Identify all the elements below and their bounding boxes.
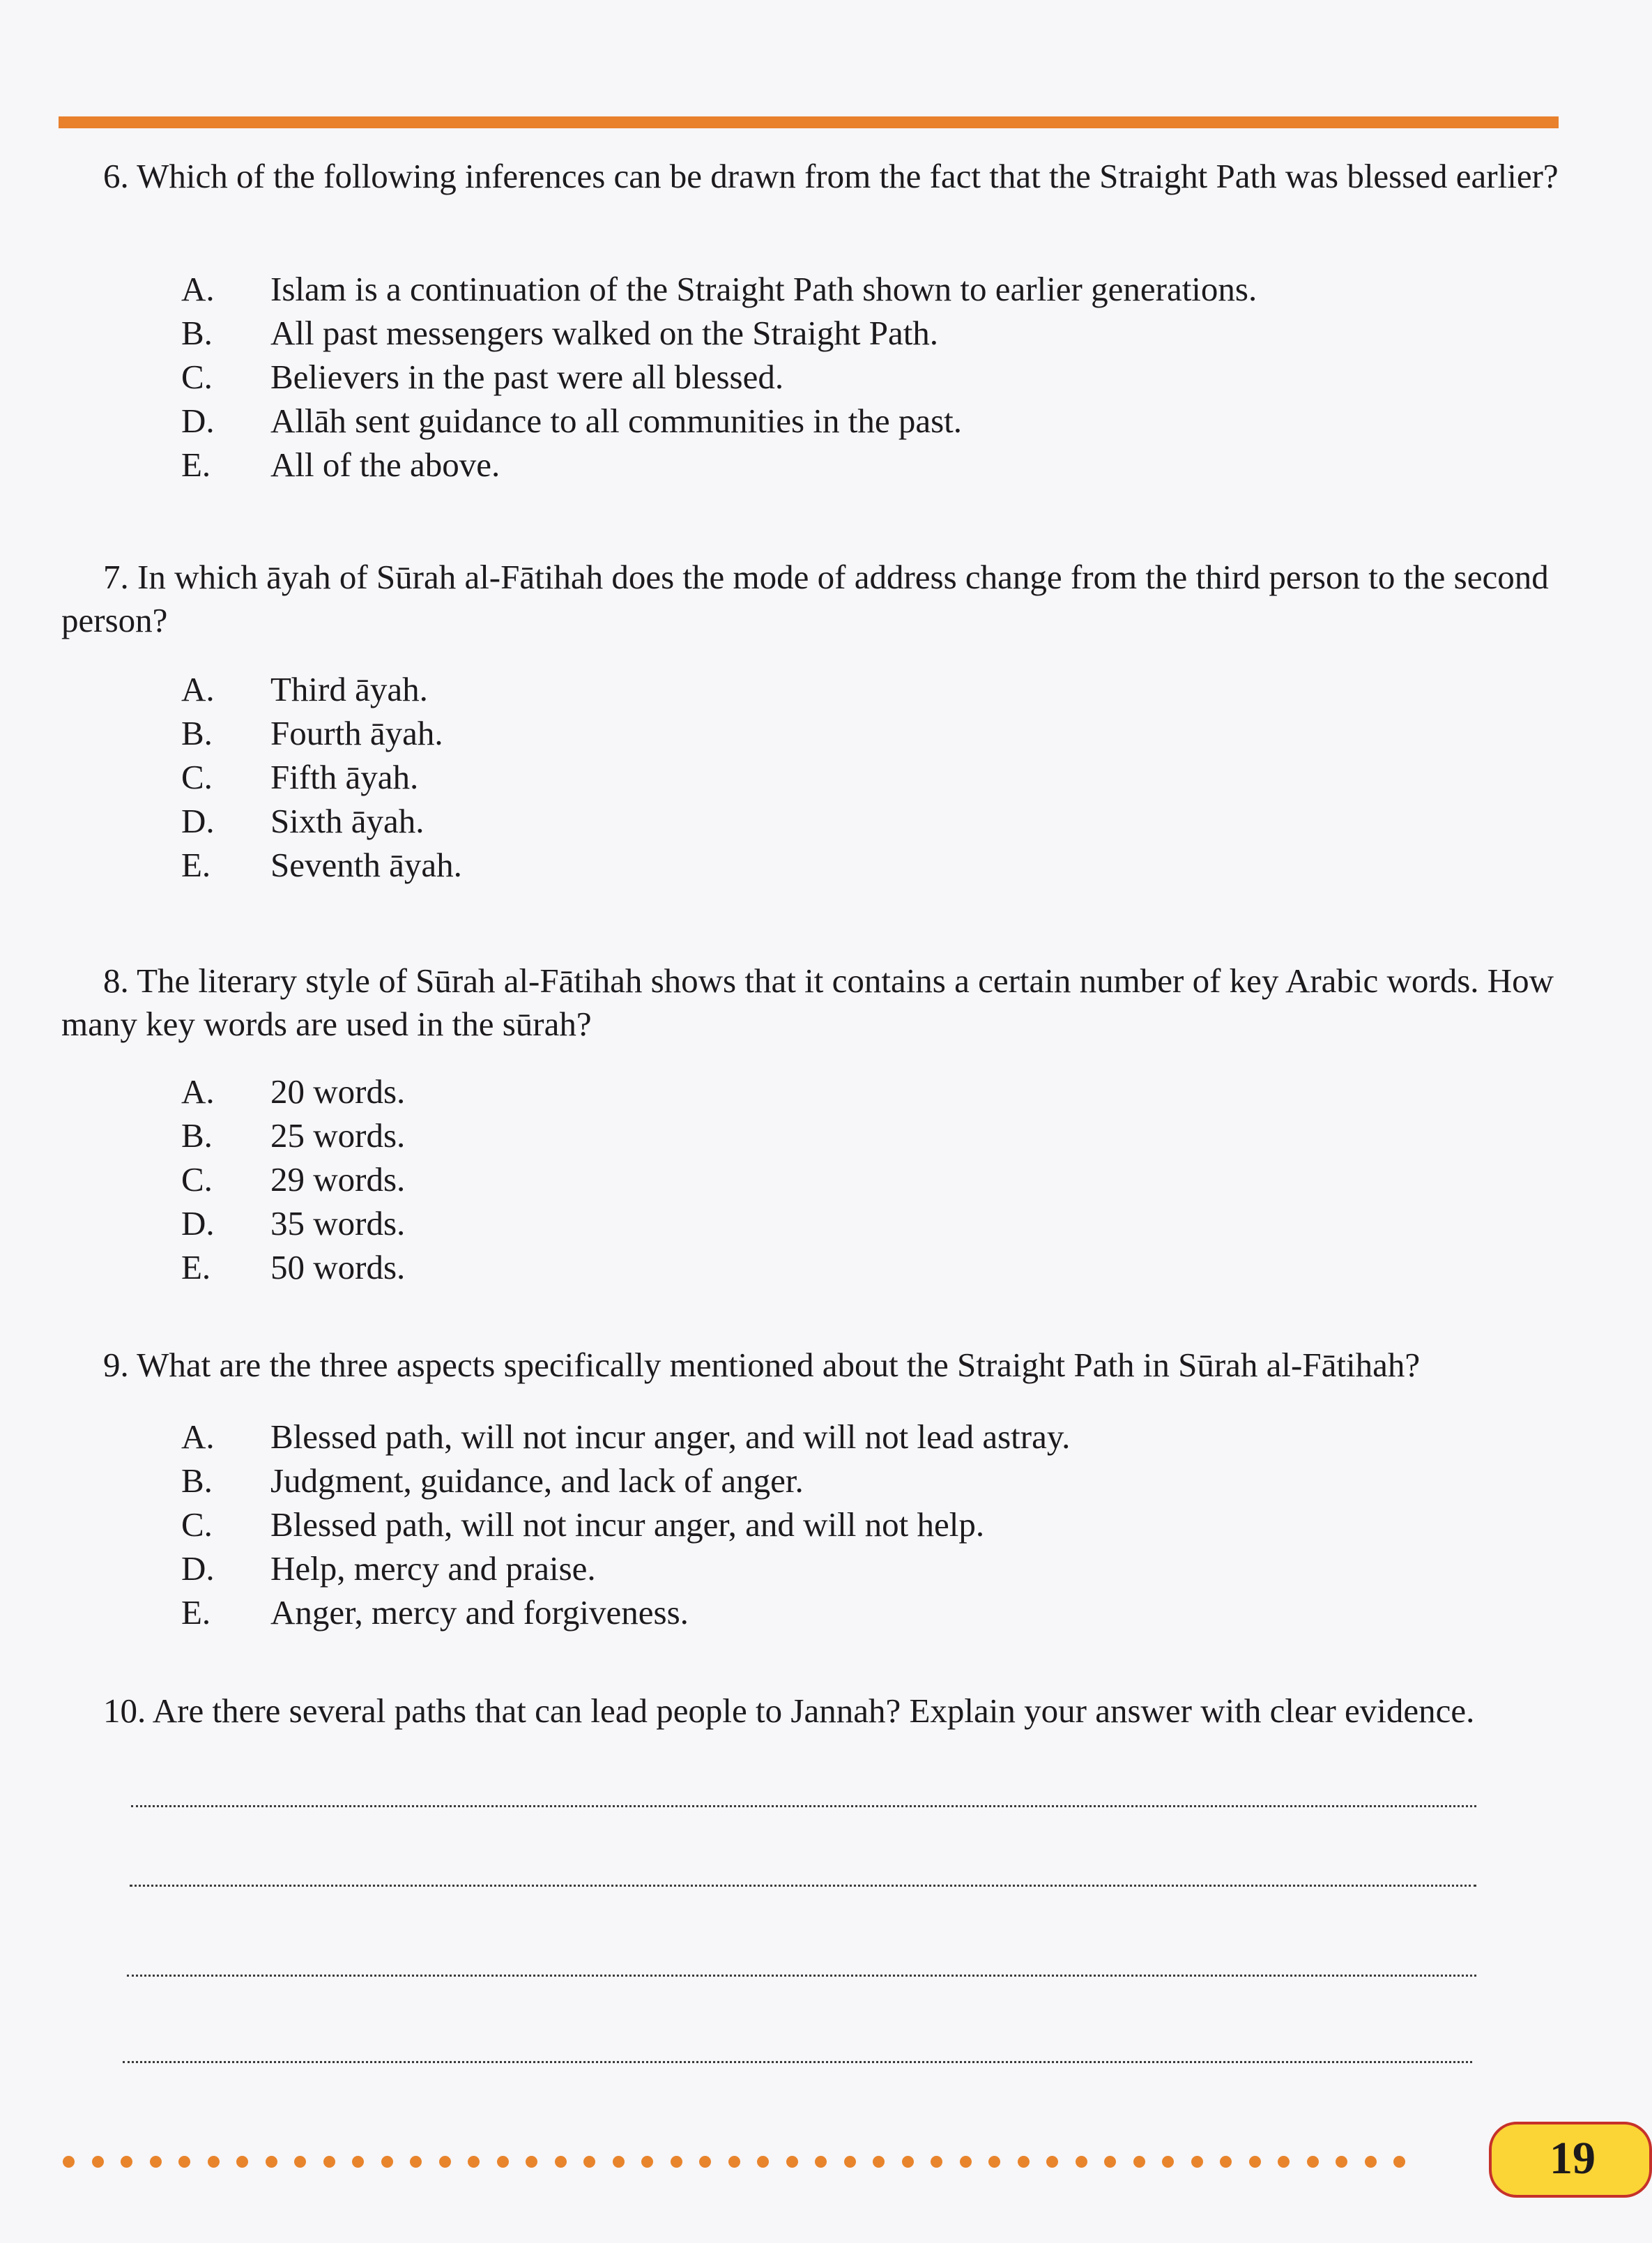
- option-letter: C.: [181, 1505, 213, 1544]
- footer-dot: [1393, 2156, 1405, 2168]
- option-letter: C.: [181, 1160, 213, 1199]
- footer-dot: [815, 2156, 827, 2168]
- option-text: Help, mercy and praise.: [270, 1549, 596, 1588]
- footer-dot: [92, 2156, 104, 2168]
- footer-dot: [121, 2156, 132, 2168]
- footer-dot: [526, 2156, 537, 2168]
- footer-dot: [1191, 2156, 1203, 2168]
- option-7a[interactable]: [181, 668, 1506, 712]
- option-letter: E.: [181, 446, 211, 484]
- footer-dot: [381, 2156, 393, 2168]
- footer-dot: [439, 2156, 451, 2168]
- footer-dot: [1307, 2156, 1319, 2168]
- option-text: 35 words.: [270, 1204, 406, 1242]
- question-6-options: [181, 268, 1506, 487]
- option-letter: D.: [181, 1549, 215, 1588]
- option-letter: B.: [181, 314, 213, 352]
- option-text: Anger, mercy and forgiveness.: [270, 1593, 689, 1632]
- option-8a[interactable]: [181, 1070, 1506, 1114]
- question-6: 6. Which of the following inferences can be drawn from the fact that the Straight Path was blessed earlier?: [103, 157, 1559, 195]
- footer-dot: [323, 2156, 335, 2168]
- option-text: 29 words.: [270, 1160, 406, 1199]
- option-text: 20 words.: [270, 1072, 406, 1111]
- footer-dot: [988, 2156, 1000, 2168]
- footer-dot: [931, 2156, 942, 2168]
- footer-dot: [1104, 2156, 1116, 2168]
- answer-line-1[interactable]: [131, 1805, 1476, 1807]
- option-7b[interactable]: [181, 712, 1506, 756]
- question-8-options: [181, 1070, 1506, 1290]
- option-6c[interactable]: [181, 356, 1506, 400]
- answer-line-4[interactable]: [123, 2061, 1472, 2063]
- option-text: Allāh sent guidance to all communities in the past.: [270, 402, 963, 440]
- footer-dot: [699, 2156, 711, 2168]
- footer-dot: [728, 2156, 740, 2168]
- footer-dot: [786, 2156, 798, 2168]
- option-letter: A.: [181, 670, 215, 708]
- footer-dot: [208, 2156, 220, 2168]
- footer-dot: [497, 2156, 509, 2168]
- option-6a[interactable]: [181, 268, 1506, 312]
- option-6e[interactable]: [181, 443, 1506, 487]
- option-text: All past messengers walked on the Straight Path.: [270, 314, 939, 352]
- question-10: 10. Are there several paths that can lead people to Jannah? Explain your answer with clear evidence.: [103, 1691, 1475, 1730]
- option-text: Blessed path, will not incur anger, and will not help.: [270, 1505, 985, 1544]
- option-8b[interactable]: [181, 1114, 1506, 1158]
- footer-dot: [150, 2156, 162, 2168]
- option-letter: B.: [181, 714, 213, 752]
- footer-dot: [352, 2156, 364, 2168]
- footer-dot: [294, 2156, 306, 2168]
- option-letter: E.: [181, 846, 211, 884]
- option-letter: A.: [181, 1417, 215, 1456]
- question-9-options: [181, 1415, 1506, 1635]
- option-8d[interactable]: [181, 1202, 1506, 1246]
- option-letter: C.: [181, 358, 213, 396]
- footer-dot: [873, 2156, 885, 2168]
- footer-dot: [555, 2156, 567, 2168]
- question-7-options: [181, 668, 1506, 888]
- footer-dot: [671, 2156, 682, 2168]
- question-8: 8. The literary style of Sūrah al-Fātihah shows that it contains a certain number of key Arabic words. How many key words are used in the sūrah?: [61, 961, 1554, 1043]
- footer-dot: [641, 2156, 653, 2168]
- option-letter: A.: [181, 1072, 215, 1111]
- option-text: 50 words.: [270, 1248, 406, 1286]
- footer-dot: [1220, 2156, 1232, 2168]
- answer-line-3[interactable]: [127, 1975, 1476, 1977]
- option-letter: C.: [181, 758, 213, 796]
- footer-dot: [410, 2156, 422, 2168]
- option-text: Seventh āyah.: [270, 846, 462, 884]
- option-text: Third āyah.: [270, 670, 428, 708]
- footer-dot: [236, 2156, 248, 2168]
- option-text: Fifth āyah.: [270, 758, 419, 796]
- option-text: All of the above.: [270, 446, 500, 484]
- footer-dot: [1046, 2156, 1058, 2168]
- footer-dot: [266, 2156, 277, 2168]
- footer-dot: [902, 2156, 914, 2168]
- option-6d[interactable]: [181, 400, 1506, 443]
- footer-dot: [1336, 2156, 1347, 2168]
- footer-dot: [960, 2156, 972, 2168]
- question-9: 9. What are the three aspects specifically mentioned about the Straight Path in Sūrah al-Fātihah?: [103, 1346, 1421, 1384]
- option-letter: D.: [181, 1204, 215, 1242]
- footer-dot: [757, 2156, 769, 2168]
- option-6b[interactable]: [181, 312, 1506, 356]
- footer-dot: [613, 2156, 625, 2168]
- option-letter: B.: [181, 1461, 213, 1500]
- page-number: 19: [1550, 2133, 1596, 2184]
- option-letter: D.: [181, 802, 215, 840]
- footer-dot: [1133, 2156, 1145, 2168]
- option-letter: A.: [181, 270, 215, 308]
- option-7c[interactable]: [181, 756, 1506, 800]
- option-text: Islam is a continuation of the Straight Path shown to earlier generations.: [270, 270, 1257, 308]
- option-text: 25 words.: [270, 1116, 406, 1155]
- footer-dot: [63, 2156, 75, 2168]
- option-text: Sixth āyah.: [270, 802, 425, 840]
- footer-dot: [844, 2156, 856, 2168]
- option-letter: D.: [181, 402, 215, 440]
- option-8c[interactable]: [181, 1158, 1506, 1202]
- option-text: Judgment, guidance, and lack of anger.: [270, 1461, 804, 1500]
- answer-line-2[interactable]: [130, 1885, 1476, 1887]
- option-9b[interactable]: [181, 1459, 1506, 1503]
- footer-dot: [1365, 2156, 1377, 2168]
- footer-dot: [1278, 2156, 1290, 2168]
- footer-dot: [583, 2156, 595, 2168]
- option-text: Blessed path, will not incur anger, and will not lead astray.: [270, 1417, 1071, 1456]
- option-9d[interactable]: [181, 1547, 1506, 1591]
- footer-dot: [178, 2156, 190, 2168]
- footer-dot: [468, 2156, 480, 2168]
- option-7e[interactable]: [181, 844, 1506, 888]
- footer-dot-row: [63, 2156, 1457, 2170]
- footer-dot: [1076, 2156, 1087, 2168]
- footer-dot: [1249, 2156, 1261, 2168]
- option-text: Fourth āyah.: [270, 714, 443, 752]
- question-7: 7. In which āyah of Sūrah al-Fātihah does the mode of address change from the third person to the second person?: [61, 558, 1549, 639]
- footer-dot: [1018, 2156, 1030, 2168]
- option-letter: B.: [181, 1116, 213, 1155]
- option-8e[interactable]: [181, 1246, 1506, 1290]
- footer-dot: [1162, 2156, 1174, 2168]
- option-9a[interactable]: [181, 1415, 1506, 1459]
- option-9c[interactable]: [181, 1503, 1506, 1547]
- option-letter: E.: [181, 1593, 211, 1632]
- option-9e[interactable]: [181, 1591, 1506, 1635]
- option-text: Believers in the past were all blessed.: [270, 358, 784, 396]
- top-orange-rule: [59, 116, 1559, 128]
- option-7d[interactable]: [181, 800, 1506, 844]
- option-letter: E.: [181, 1248, 211, 1286]
